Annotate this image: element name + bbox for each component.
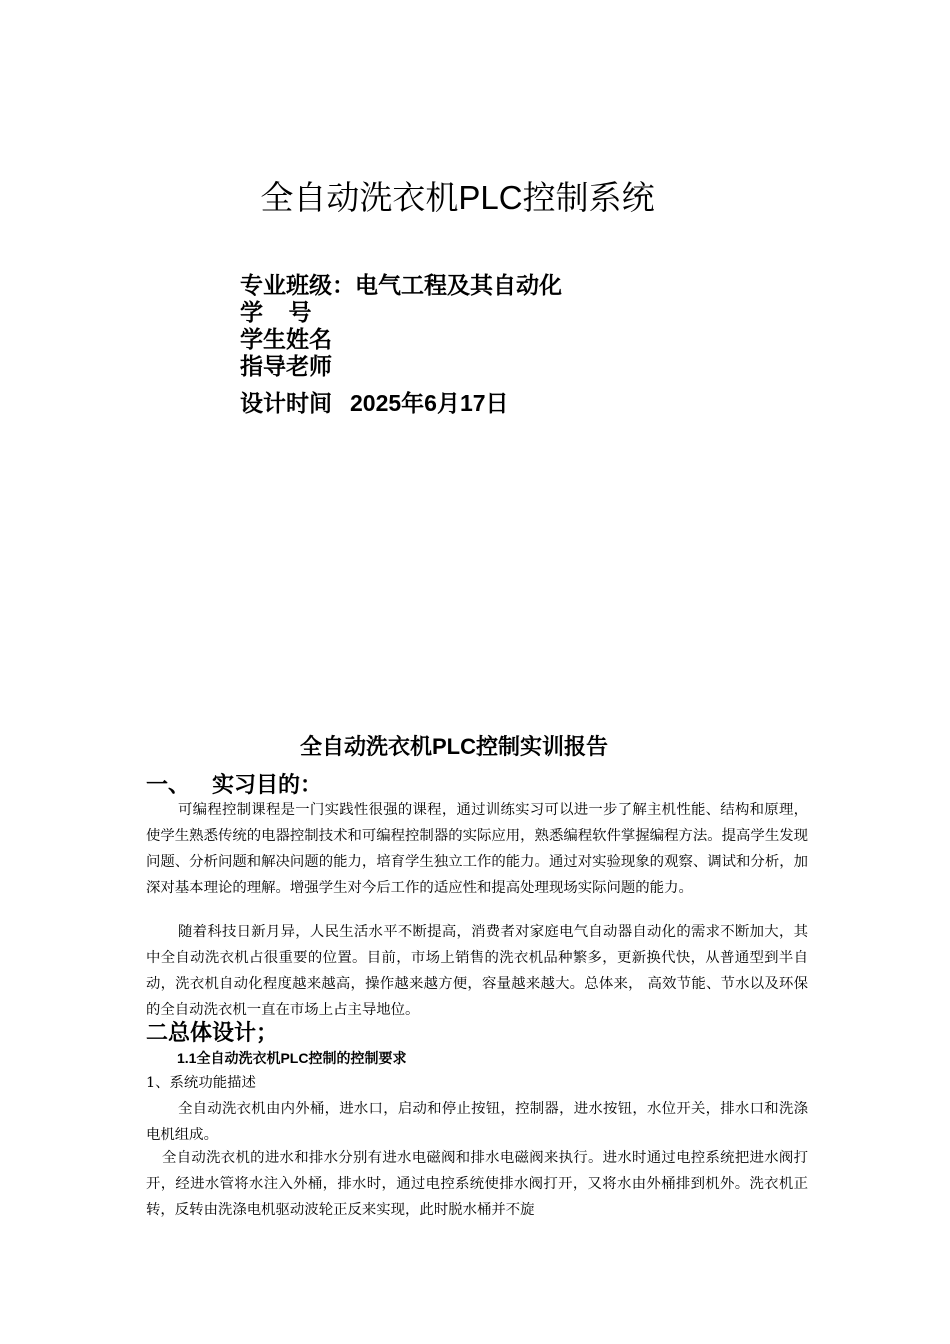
student-id-field: 学 号 bbox=[240, 299, 312, 325]
function-description-label: 1、系统功能描述 bbox=[146, 1075, 256, 1091]
design-time-value: 2025年6月17日 bbox=[350, 390, 509, 416]
advisor-field: 指导老师 bbox=[240, 353, 332, 379]
section-2-paragraph: 全自动洗衣机由内外桶，进水口，启动和停止按钮，控制器，进水按钮，水位开关，排水口和洗涤电机组成。 bbox=[146, 1101, 808, 1143]
section-1-paragraph: 随着科技日新月异，人民生活水平不断提高，消费者对家庭电气自动器自动化的需求不断加大，其中全自动洗衣机占很重要的位置。目前，市场上销售的洗衣机品种繁多，更新换代快，从普通型到半自动，洗衣机自动化程度越来越高，操作越来越方便，容量越来越大。总体来， 高效节能、节水以及环保的全自动洗衣机一直在市场上占主导地位。 bbox=[146, 924, 808, 1018]
major-field: 专业班级：电气工程及其自动化 bbox=[240, 272, 562, 298]
section-2-heading: 二总体设计； bbox=[146, 1020, 279, 1045]
section-1-title: 实习目的： bbox=[212, 772, 323, 797]
subsection-1-1-heading: 1.1全自动洗衣机PLC控制的控制要求 bbox=[177, 1050, 407, 1066]
design-time-field bbox=[240, 390, 562, 417]
cover-title: 全自动洗衣机PLC控制系统 bbox=[260, 179, 655, 216]
design-time-label: 设计时间 bbox=[240, 390, 332, 416]
section-1-heading bbox=[146, 771, 322, 799]
section-1-paragraph: 可编程控制课程是一门实践性很强的课程，通过训练实习可以进一步了解主机性能、结构和原理，使学生熟悉传统的电器控制技术和可编程控制器的实际应用，熟悉编程软件掌握编程方法。提高学生发现问题、分析问题和解决问题的能力，培育学生独立工作的能力。通过对实验现象的观察、调试和分析，加深对基本理论的理解。增强学生对今后工作的适应性和提高处理现场实际问题的能力。 bbox=[146, 802, 808, 896]
cover-info-block bbox=[240, 272, 562, 417]
section-2-paragraph: 全自动洗衣机的进水和排水分别有进水电磁阀和排水电磁阀来执行。进水时通过电控系统把进水阀打开，经进水管将水注入外桶，排水时，通过电控系统使排水阀打开，又将水由外桶排到机外。洗衣机正转，反转由洗涤电机驱动波轮正反来实现，此时脱水桶并不旋 bbox=[146, 1150, 808, 1218]
report-title: 全自动洗衣机PLC控制实训报告 bbox=[299, 734, 608, 759]
section-1-number: 一、 bbox=[146, 772, 191, 797]
student-name-field: 学生姓名 bbox=[240, 326, 332, 352]
